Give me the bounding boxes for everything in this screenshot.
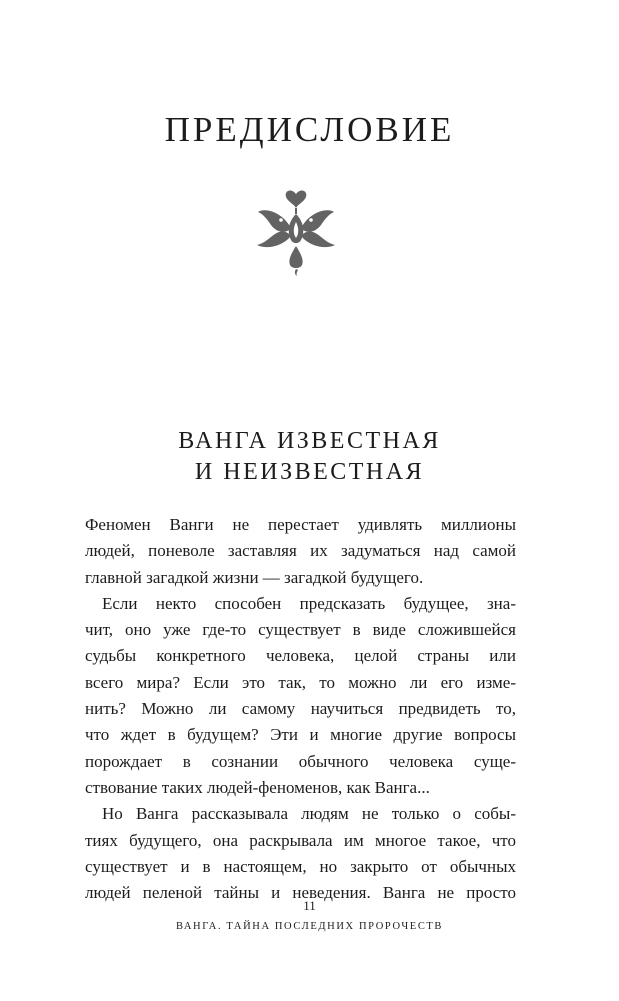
page-number: 11 [303, 898, 316, 913]
text-line: всего мира? Если это так, то можно ли его изме- [85, 672, 516, 692]
text-line: чит, оно уже где-то существует в виде сложившейся [85, 620, 516, 640]
chapter-title [0, 426, 619, 488]
text-line: существует и в настоящем, но закрыто от обычных [85, 856, 516, 876]
text-line: ствование таких людей-феноменов, как Ванга... [85, 777, 430, 797]
body-text [85, 512, 516, 906]
text-line: Феномен Ванги не перестает удивлять миллионы [85, 515, 516, 534]
chapter-title-line-1: ВАНГА ИЗВЕСТНАЯ [178, 428, 441, 454]
text-line: Но Ванга рассказывала людям не только о собы- [102, 804, 516, 824]
text-line: людей пеленой тайны и неведения. Ванга не просто [85, 883, 516, 903]
text-line: главной загадкой жизни — загадкой будущего. [85, 567, 424, 587]
floral-ornament-icon [251, 184, 341, 278]
text-line: нить? Можно ли самому научиться предвидеть то, [85, 699, 516, 719]
text-line: Если некто способен предсказать будущее, зна- [102, 593, 516, 613]
text-line: что ждет в будущем? Эти и многие другие вопросы [85, 725, 516, 745]
chapter-title-line-2: И НЕИЗВЕСТНАЯ [194, 459, 425, 485]
section-title: ПРЕДИСЛОВИЕ [164, 110, 455, 149]
text-line: тиях будущего, она раскрывала им многое такое, что [85, 830, 516, 850]
text-line: людей, поневоле заставляя их задуматься над самой [85, 541, 516, 561]
text-line: порождает в сознании обычного человека суще- [85, 751, 516, 771]
text-line: судьбы конкретного человека, целой страны или [85, 646, 516, 666]
running-footer-title: ВАНГА. ТАЙНА ПОСЛЕДНИХ ПРОРОЧЕСТВ [175, 921, 444, 932]
